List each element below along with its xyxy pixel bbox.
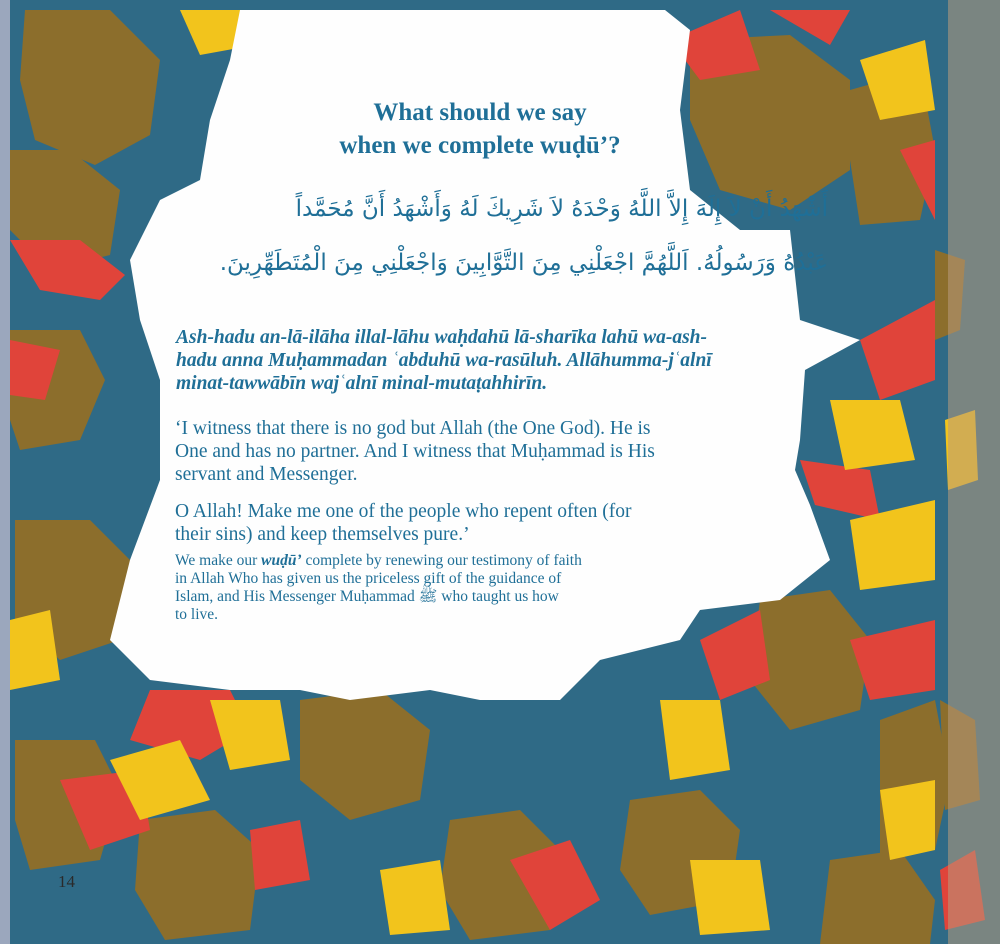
translation-line: servant and Messenger.: [175, 464, 358, 485]
title-line: What should we say: [373, 99, 587, 126]
translation-line: O Allah! Make me one of the people who repent often (for: [175, 501, 632, 522]
page-title: [300, 96, 660, 162]
arabic-line: أَشْهَدُ أَنْ لاَ إِلَهَ إِلاَّ اللَّهُ وَحْدَهُ لاَ شَرِيكَ لَهُ وَأَشْهَدُ أَنَّ مُحَمَّداً: [295, 196, 828, 222]
note-emphasis: wuḍū’: [261, 552, 302, 569]
arabic-line: عَبْدُهُ وَرَسُولُهُ. اَللَّهُمَّ اجْعَلْنِي مِنَ التَّوَّابِينَ وَاجْعَلْنِي مِنَ الْمُتَطَهِّرِينَ.: [219, 250, 828, 276]
note-text: We make our: [175, 552, 262, 569]
transliteration: [176, 326, 816, 395]
note-line: in Allah Who has given us the priceless gift of the guidance of: [175, 570, 562, 587]
note-line: Islam, and His Messenger Muḥammad ﷺ who taught us how: [175, 588, 559, 605]
translation-paragraph-1: [175, 417, 775, 486]
title-line: when we complete wuḍū’?: [339, 132, 621, 159]
translation-line: their sins) and keep themselves pure.’: [175, 524, 470, 545]
transliteration-line: hadu anna Muḥammadan ʿabduhū wa-rasūluh. Allāhumma-jʿalnī: [176, 350, 712, 371]
transliteration-line: minat-tawwābīn wajʿalnī minal-mutaṭahhirīn.: [176, 373, 548, 394]
page-number: 14: [58, 872, 75, 891]
translation-line: ‘I witness that there is no god but Allah (the One God). He is: [175, 418, 651, 439]
translation-paragraph-2: [175, 500, 775, 546]
explanatory-note: [175, 552, 695, 624]
translation-line: One and has no partner. And I witness that Muḥammad is His: [175, 441, 655, 462]
note-line: [175, 552, 695, 570]
note-line: to live.: [175, 606, 219, 623]
note-text: complete by renewing our testimony of faith: [301, 552, 582, 569]
transliteration-line: Ash-hadu an-lā-ilāha illal-lāhu waḥdahū lā-sharīka lahū wa-ash-: [176, 327, 708, 348]
